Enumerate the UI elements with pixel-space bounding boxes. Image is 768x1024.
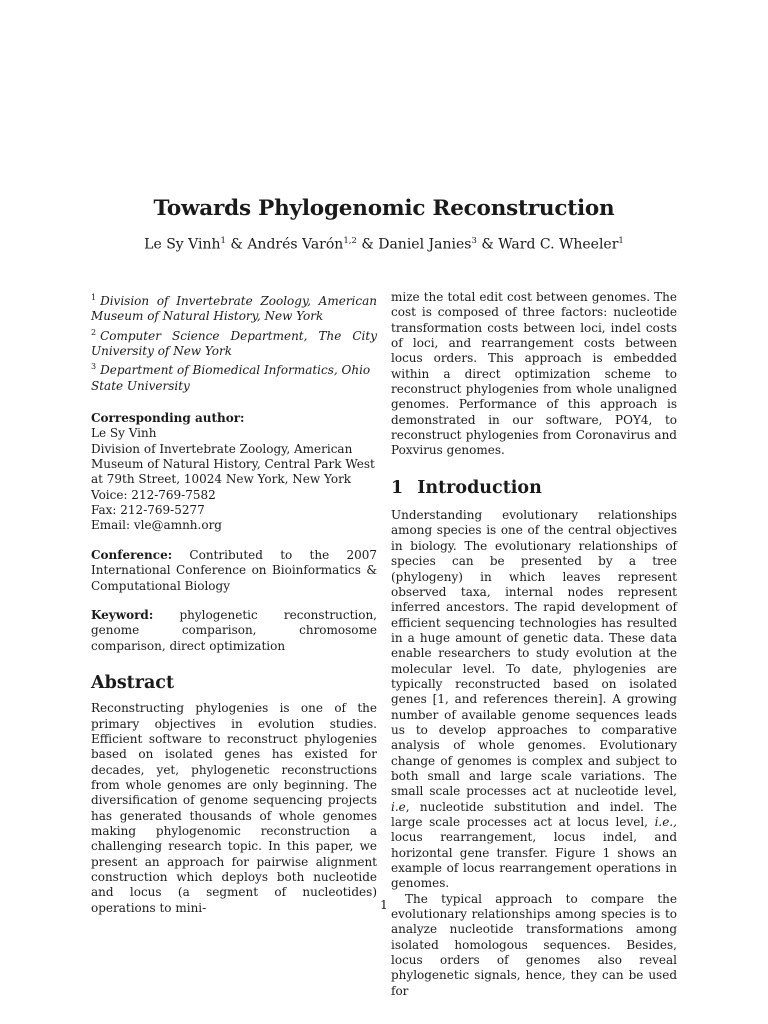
conference-text: Contributed to the 2007 International Conference on Bioinformatics & Computational Biology	[91, 547, 377, 593]
abstract-heading: Abstract	[91, 672, 175, 693]
paragraph-text: , nucleotide substitution and indel. The large scale processes act at locus level,	[391, 799, 677, 829]
left-column	[91, 290, 377, 916]
keyword-block	[91, 608, 377, 654]
introduction-paragraph	[391, 508, 677, 892]
abstract-text-continued: mize the total edit cost between genomes. The cost is composed of three factors: nucleotide transformation costs between loci, indel costs of loci, and rearrangement costs between locus orders. This approach is embedded within a direct optimization scheme to reconstruct phylogenies from whole unaligned genomes. Performance of this approach is demonstrated in our software, POY4, to reconstruct phylogenies from Coronavirus and Poxvirus genomes.	[391, 290, 677, 458]
corresponding-author-fax: Fax: 212-769-5277	[91, 503, 205, 518]
author-separator: &	[230, 236, 243, 253]
author-sup: 1	[220, 236, 226, 246]
corresponding-author-label: Corresponding author:	[91, 411, 245, 426]
emphasis-text: i.e.,	[654, 815, 677, 829]
author-separator: &	[481, 236, 494, 253]
author-line	[0, 236, 768, 253]
paper-title: Towards Phylogenomic Reconstruction	[153, 196, 615, 221]
corresponding-author-block	[91, 411, 377, 534]
paragraph-text: locus rearrangement, locus indel, and horizontal gene transfer. Figure 1 shows an example of locus rearrangement operations in genomes.	[391, 830, 677, 891]
affiliation	[91, 325, 377, 360]
section-number: 1	[391, 477, 404, 498]
paragraph-text: Understanding evolutionary relationships among species is one of the central objectives in biology. The evolutionary relationships of species can be presented by a tree (phylogeny) in which leaves represent observed taxa, internal nodes represent inferred ancestors. The rapid development of efficient sequencing technologies has resulted in a huge amount of genetic data. These data enable researchers to study evolution at the molecular level. To date, phylogenies are typically reconstructed based on isolated genes [1, and references therein]. A growing number of available genome sequences leads us to develop approaches to comparative analysis of whole genomes. Evolutionary change of genomes is complex and subject to both small and large scale variations. The small scale processes act at nucleotide level,	[391, 508, 677, 799]
author-name: Le Sy Vinh	[144, 236, 221, 253]
affiliation-text: Computer Science Department, The City University of New York	[91, 328, 377, 359]
introduction-heading	[391, 477, 677, 498]
conference-block	[91, 548, 377, 594]
corresponding-author-email: Email: vle@amnh.org	[91, 518, 222, 533]
conference-label: Conference:	[91, 547, 173, 562]
corresponding-author-address: Division of Invertebrate Zoology, American Museum of Natural History, Central Park West at 79th Street, 10024 New York, New York	[91, 441, 375, 487]
affiliation-number: 3	[91, 362, 97, 372]
corresponding-author-name: Le Sy Vinh	[91, 426, 157, 441]
affiliation-number: 2	[91, 327, 97, 337]
author-sup: 1	[618, 236, 624, 246]
author-name: Daniel Janies	[378, 236, 472, 253]
affiliation-number: 1	[91, 293, 97, 302]
corresponding-author-voice: Voice: 212-769-7582	[91, 487, 216, 502]
keyword-text: phylogenetic reconstruction, genome comparison, chromosome comparison, direct optimization	[91, 607, 377, 653]
affiliation-text: Department of Biomedical Informatics, Ohio State University	[91, 363, 371, 393]
author-separator: &	[361, 236, 374, 253]
author-sup: 1,2	[343, 236, 357, 246]
emphasis-text: i.e	[391, 799, 406, 814]
keyword-label: Keyword:	[91, 607, 154, 622]
author-name: Andrés Varón	[247, 236, 344, 253]
affiliation	[91, 290, 377, 325]
page-number: 1	[380, 898, 388, 912]
affiliation	[91, 359, 377, 394]
right-column	[391, 290, 677, 999]
affiliation-text: Division of Invertebrate Zoology, American Museum of Natural History, New York	[91, 294, 377, 324]
section-title: Introduction	[417, 477, 542, 498]
author-name: Ward C. Wheeler	[498, 236, 619, 253]
author-sup: 3	[471, 236, 477, 246]
introduction-paragraph: The typical approach to compare the evolutionary relationships among species is to analyze nucleotide transformations among isolated homologous sequences. Besides, locus orders of genomes also reveal phylogenetic signals, hence, they can be used for	[391, 891, 677, 998]
abstract-text: Reconstructing phylogenies is one of the primary objectives in evolution studies. Efficient software to reconstruct phylogenies based on isolated genes has existed for decades, yet, phylogenetic reconstructions from whole genomes are only beginning. The diversification of genome sequencing projects has generated thousands of whole genomes making phylogenomic reconstruction a challenging research topic. In this paper, we present an approach for pairwise alignment construction which deploys both nucleotide and locus (a segment of nucleotides) operations to mini-	[91, 701, 377, 915]
